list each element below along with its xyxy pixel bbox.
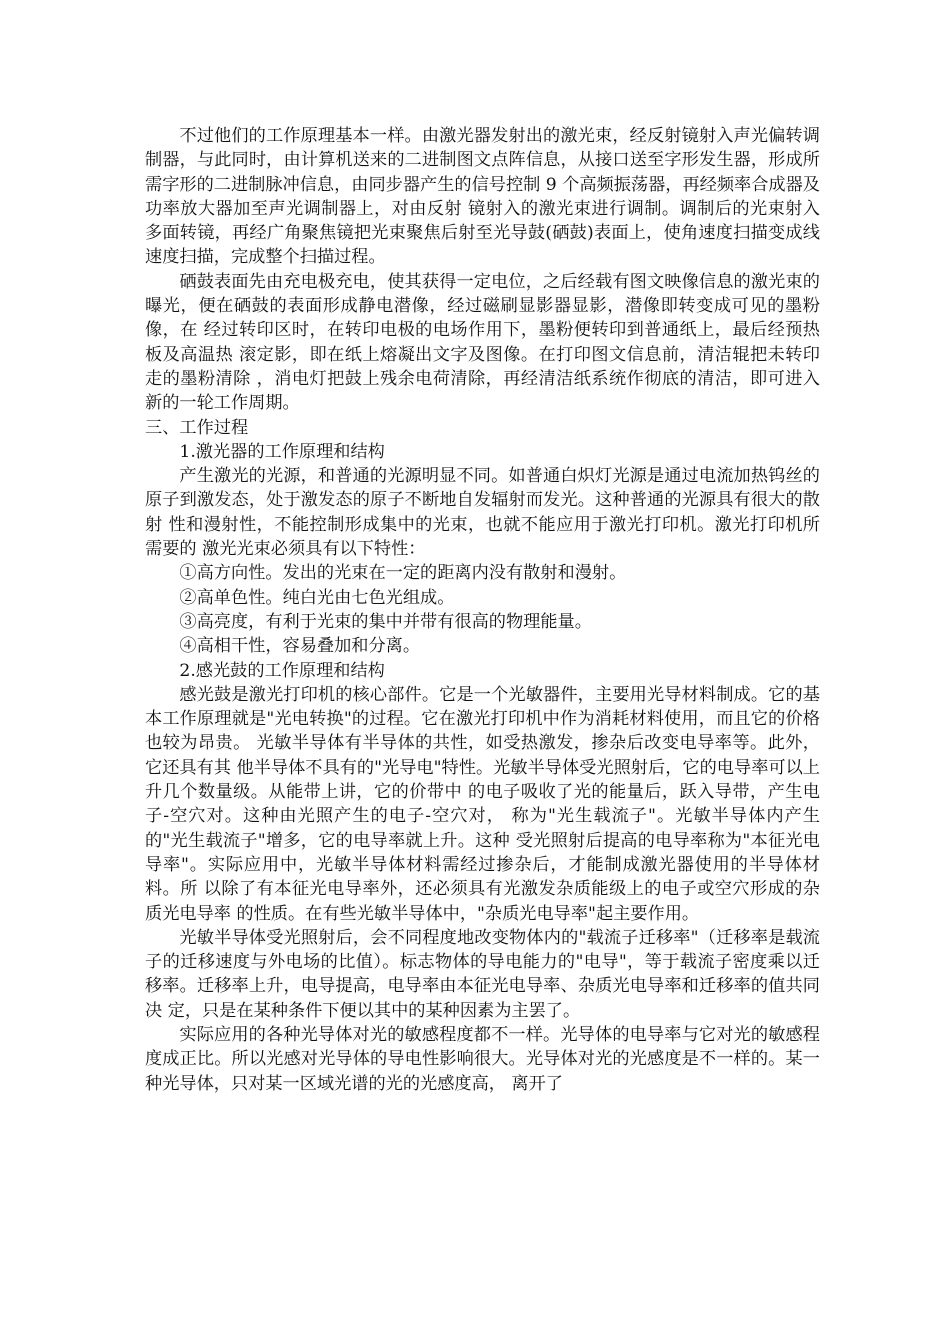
paragraph-working-principle: 不过他们的工作原理基本一样。由激光器发射出的激光束，经反射镜射入声光偏转调制器，与此同时，由计算机送来的二进制图文点阵信息，从接口送至字形发生器，形成所需字形的二进制脉冲信息，由同步器产生的信号控制 9 个高频振荡器，再经频率合成器及功率放大器加至声光调制器上，对由反射 镜射入的激光束进行调制。调制后的光束射入多面转镜，再经广角聚焦镜把光束聚焦后射至光导鼓(硒鼓)表面上，使角速度扫描变成线速度扫描，完成整个扫描过程。 (145, 126, 820, 268)
subheading-drum-principle: 2.感光鼓的工作原理和结构 (179, 660, 385, 681)
paragraph-laser-source: 产生激光的光源，和普通的光源明显不同。如普通白炽灯光源是通过电流加热钨丝的 原子到激发态，处于激发态的原子不断地自发辐射而发光。这种普通的光源具有很大的散射 性和漫射性，不能控制形成集中的光束，也就不能应用于激光打印机。激光打印机所需要的 激光光束必须具有以下特性： (145, 466, 820, 560)
section-heading-work-process: 三、工作过程 (145, 417, 249, 438)
paragraph-photosensitive-drum: 感光鼓是激光打印机的核心部件。它是一个光敏器件，主要用光导材料制成。它的基本工作原理就是"光电转换"的过程。它在激光打印机中作为消耗材料使用，而且它的价格也较为昂贵。 光敏半导体有半导体的共性，如受热激发，掺杂后改变电导率等。此外，它还具有其 他半导体不具有的"光导电"特性。光敏半导体受光照射后，它的电导率可以上升几个数量级。从能带上讲，它的价带中 的电子吸收了光的能量后，跃入导带，产生电子-空穴对。这种由光照产生的电子-空穴对， 称为"光生载流子"。光敏半导体内产生的"光生载流子"增多，它的电导率就上升。这种 受光照射后提高的电导率称为"本征光电导率"。实际应用中，光敏半导体材料需经过掺杂后，才能制成激光器使用的半导体材料。所 以除了有本征光电导率外，还必须具有光激发杂质能级上的电子或空穴形成的杂质光电导率 的性质。在有些光敏半导体中，"杂质光电导率"起主要作用。 (145, 684, 820, 924)
paragraph-light-sensitivity: 实际应用的各种光导体对光的敏感程度都不一样。光导体的电导率与它对光的敏感程 度成正比。所以光感对光导体的导电性影响很大。光导体对光的光感度是不一样的。某一种光导体，只对某一区域光谱的光的光感度高， 离开了 (145, 1024, 820, 1094)
paragraph-selenium-drum-cycle: 硒鼓表面先由充电极充电，使其获得一定电位，之后经载有图文映像信息的激光束的曝光，便在硒鼓的表面形成静电潜像，经过磁刷显影器显影，潜像即转变成可见的墨粉像，在 经过转印区时，在转印电极的电场作用下，墨粉便转印到普通纸上，最后经预热板及高温热 滚定影，即在纸上熔凝出文字及图像。在打印图文信息前，清洁辊把未转印走的墨粉清除 ，消电灯把鼓上残余电荷清除，再经清洁纸系统作彻底的清洁，即可进入新的一轮工作周期。 (145, 271, 820, 414)
paragraph-carrier-mobility: 光敏半导体受光照射后，会不同程度地改变物体内的"载流子迁移率"（迁移率是载流 子的迁移速度与外电场的比值）。标志物体的导电能力的"电导"，等于载流子密度乘以迁 移率。迁移率上升，电导提高，电导率由本征光电导率、杂质光电导率和迁移率的值共同决 定，只是在某种条件下便以其中的某种因素为主罢了。 (145, 927, 820, 1021)
list-item-monochromaticity: ②高单色性。纯白光由七色光组成。 (179, 587, 455, 608)
subheading-laser-principle: 1.激光器的工作原理和结构 (179, 441, 385, 462)
list-item-brightness: ③高亮度，有利于光束的集中并带有很高的物理能量。 (179, 611, 592, 632)
list-item-coherence: ④高相干性，容易叠加和分离。 (179, 636, 421, 657)
document-body (145, 124, 820, 1096)
list-item-directionality: ①高方向性。发出的光束在一定的距离内没有散射和漫射。 (179, 563, 627, 584)
